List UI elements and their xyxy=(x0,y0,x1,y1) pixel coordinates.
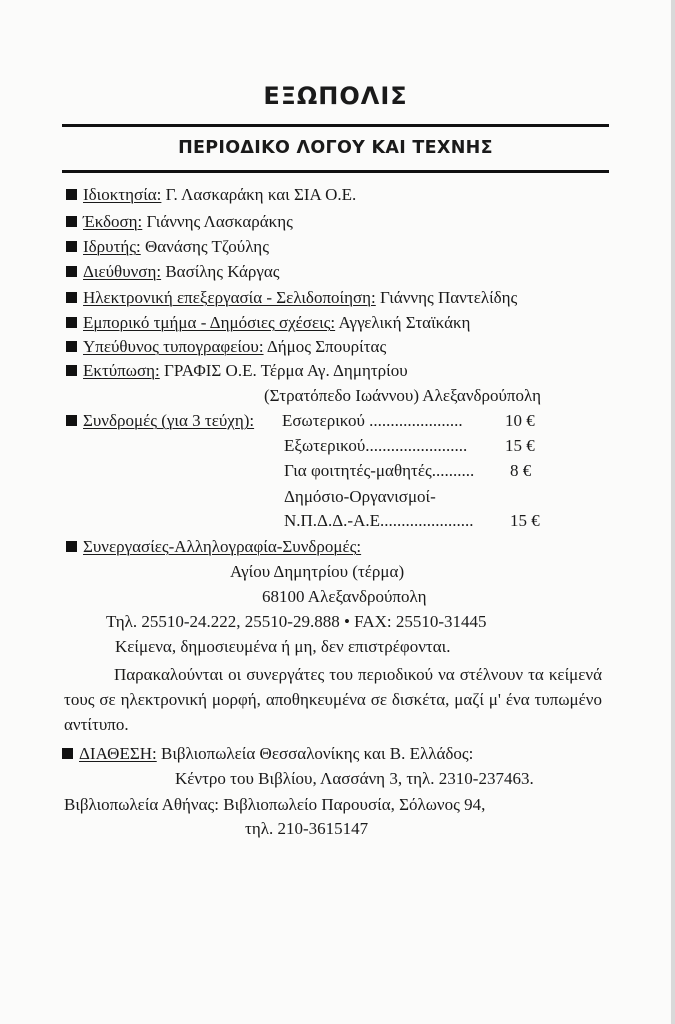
credit-label: Ηλεκτρονική επεξεργασία - Σελιδοποίηση: xyxy=(83,288,376,307)
credit-director xyxy=(66,261,279,283)
credit-label: Υπεύθυνος τυπογραφείου: xyxy=(83,337,264,356)
bullet-square-icon xyxy=(66,365,77,376)
credit-printing xyxy=(66,360,408,382)
contact-heading: Συνεργασίες-Αλληλογραφία-Συνδρομές: xyxy=(83,537,362,556)
credit-label: Έκδοση: xyxy=(83,212,143,231)
credit-layout xyxy=(66,287,517,309)
subscription-row xyxy=(284,510,474,532)
bullet-square-icon xyxy=(66,216,77,227)
bullet-square-icon xyxy=(66,266,77,277)
credit-label: Ιδιοκτησία: xyxy=(83,185,162,204)
subscription-row xyxy=(284,460,474,482)
magazine-subtitle: ΠΕΡΙΟΔΙΚΟ ΛΟΓΟΥ ΚΑΙ ΤΕΧΝΗΣ xyxy=(178,138,493,158)
subscription-row xyxy=(284,435,467,457)
distribution-line-4: τηλ. 210-3615147 xyxy=(245,819,369,838)
subscription-name: Για φοιτητές-μαθητές xyxy=(284,461,432,480)
subscription-price: 10 € xyxy=(505,411,535,430)
subscription-dots: ...................... xyxy=(364,411,463,430)
contact-address-2: 68100 Αλεξανδρούπολη xyxy=(262,587,427,606)
subscriptions-heading: Συνδρομές (για 3 τεύχη): xyxy=(83,411,255,430)
subscription-price: 8 € xyxy=(510,461,532,480)
subscriptions-label xyxy=(66,410,254,432)
subscription-price: 15 € xyxy=(510,511,540,530)
credit-label: Διεύθυνση: xyxy=(83,262,162,281)
credit-ownership xyxy=(66,184,356,206)
contact-label xyxy=(66,536,361,558)
bullet-square-icon xyxy=(66,317,77,328)
distribution-line-3: Βιβλιοπωλεία Αθήνας: Βιβλιοπωλείο Παρουσία, Σόλωνος 94, xyxy=(64,795,486,814)
contact-address-1: Αγίου Δημητρίου (τέρμα) xyxy=(230,562,405,581)
subscription-row xyxy=(284,486,436,508)
subscription-name: Ν.Π.Δ.Δ.-Α.Ε xyxy=(284,511,380,530)
credit-value: Γ. Λασκαράκη και ΣΙΑ Ο.Ε. xyxy=(161,185,357,204)
credit-publisher xyxy=(66,211,293,233)
bullet-square-icon xyxy=(66,341,77,352)
subscription-price: 15 € xyxy=(505,436,535,455)
credit-value: Γιάννης Λασκαράκης xyxy=(142,212,293,231)
magazine-title: ΕΞΩΠΟΛΙΣ xyxy=(263,82,408,110)
credit-printshop xyxy=(66,336,386,358)
credit-value: ΓΡΑΦΙΣ Ο.Ε. Τέρμα Αγ. Δημητρίου xyxy=(159,361,408,380)
credit-founder xyxy=(66,236,269,258)
credit-value: Δήμος Σπουρίτας xyxy=(263,337,387,356)
bullet-square-icon xyxy=(66,241,77,252)
credit-label: Εκτύπωση: xyxy=(83,361,160,380)
bullet-square-icon xyxy=(66,541,77,552)
title-rule-bottom xyxy=(62,170,609,173)
credit-label: Ιδρυτής: xyxy=(83,237,141,256)
contact-note: Κείμενα, δημοσιευμένα ή μη, δεν επιστρέφονται. xyxy=(115,637,451,656)
bullet-square-icon xyxy=(66,292,77,303)
subscription-row xyxy=(282,410,463,432)
subscription-name: Δημόσιο-Οργανισμοί- xyxy=(284,487,436,506)
subscription-dots: ........................ xyxy=(365,436,468,455)
printing-location: (Στρατόπεδο Ιωάννου) Αλεξανδρούπολη xyxy=(264,386,541,405)
bullet-square-icon xyxy=(66,189,77,200)
subscription-name: Εξωτερικού xyxy=(284,436,366,455)
credit-value: Βασίλης Κάργας xyxy=(161,262,280,281)
credit-value: Αγγελική Σταϊκάκη xyxy=(335,313,471,332)
distribution-text: Βιβλιοπωλεία Θεσσαλονίκης και Β. Ελλάδος: xyxy=(156,744,474,763)
bullet-square-icon xyxy=(62,748,73,759)
credit-value: Θανάσης Τζούλης xyxy=(140,237,269,256)
credit-value: Γιάννης Παντελίδης xyxy=(375,288,518,307)
credit-label: Εμπορικό τμήμα - Δημόσιες σχέσεις: xyxy=(83,313,336,332)
contact-phones: Τηλ. 25510-24.222, 25510-29.888 • FAX: 25510-31445 xyxy=(106,612,487,631)
title-rule-top xyxy=(62,124,609,127)
subscription-dots: .......... xyxy=(431,461,475,480)
distribution-heading: ΔΙΑΘΕΣΗ: xyxy=(79,744,157,763)
credit-commercial xyxy=(66,312,470,334)
request-paragraph: Παρακαλούνται οι συνεργάτες του περιοδικού να στέλνουν τα κείμενά τους σε ηλεκτρονική μορφή, αποθηκευμένα σε δισκέτα, μαζί μ' ένα τυπωμένο αντίτυπο. xyxy=(64,665,602,734)
subscription-name: Εσωτερικού xyxy=(282,411,365,430)
distribution-line-2: Κέντρο του Βιβλίου, Λασσάνη 3, τηλ. 2310-237463. xyxy=(175,769,534,788)
bullet-square-icon xyxy=(66,415,77,426)
distribution-line-1 xyxy=(62,743,473,765)
subscription-dots: ...................... xyxy=(380,511,474,530)
